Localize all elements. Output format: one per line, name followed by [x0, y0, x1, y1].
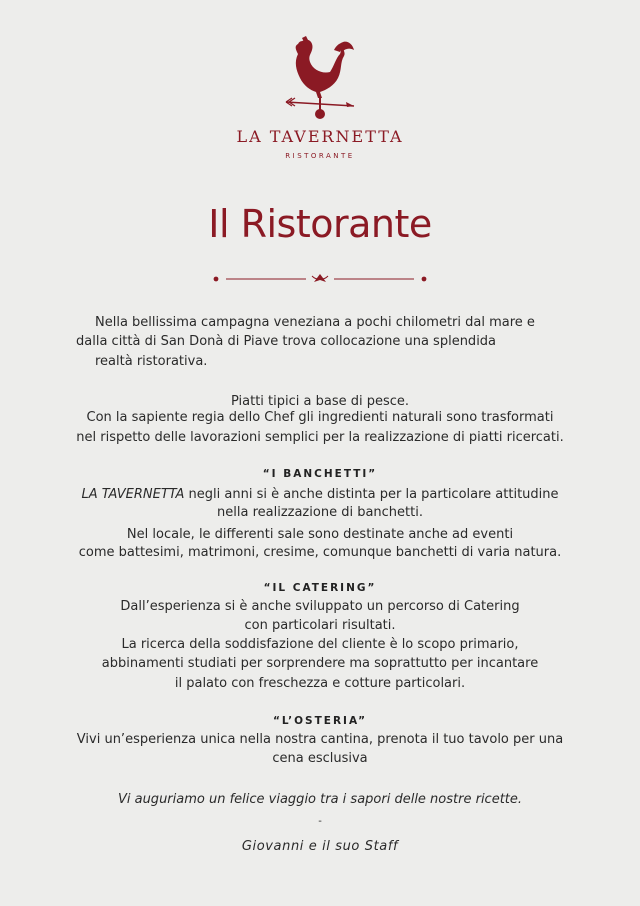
osteria-line-1: Vivi un’esperienza unica nella nostra cantina, prenota il tuo tavolo per una	[76, 732, 564, 747]
banchetti-line-3: Nel locale, le differenti sale sono destinate anche ad eventi	[126, 527, 514, 542]
catering-line-1: Dall’esperienza si è anche sviluppato un percorso di Catering	[120, 599, 520, 614]
closing-signature: Giovanni e il suo Staff	[241, 839, 399, 854]
closing-dash: -	[318, 816, 322, 827]
catering-heading: “IL CATERING”	[263, 582, 377, 594]
banchetti-line-1	[0, 485, 640, 504]
intro-line-1: Nella bellissima campagna veneziana a pochi chilometri dal mare e	[95, 315, 535, 330]
rooster-weathervane-icon	[280, 36, 360, 122]
restaurant-name-italic: LA TAVERNETTA	[81, 487, 185, 502]
catering-line-5: il palato con freschezza e cotture particolari.	[174, 676, 466, 691]
intro-line-2: dalla città di San Donà di Piave trova collocazione una splendida	[76, 334, 497, 349]
piatti-line-3: nel rispetto delle lavorazioni semplici per la realizzazione di piatti ricercati.	[76, 430, 564, 445]
banchetti-line-2: nella realizzazione di banchetti.	[217, 505, 423, 520]
catering-line-2: con particolari risultati.	[244, 618, 396, 633]
closing-wish: Vi auguriamo un felice viaggio tra i sapori delle nostre ricette.	[117, 792, 523, 807]
catering-line-4: abbinamenti studiati per sorprendere ma soprattutto per incantare	[101, 656, 539, 671]
banchetti-line-4: come battesimi, matrimoni, cresime, comunque banchetti di varia natura.	[78, 545, 562, 560]
brand-subtitle: RISTORANTE	[285, 152, 355, 160]
catering-line-3: La ricerca della soddisfazione del cliente è lo scopo primario,	[121, 637, 519, 652]
osteria-line-2: cena esclusiva	[272, 751, 368, 766]
banchetti-line-1-text: negli anni si è anche distinta per la particolare attitudine	[184, 487, 559, 502]
piatti-line-2: Con la sapiente regia dello Chef gli ingredienti naturali sono trasformati	[86, 410, 554, 425]
osteria-heading: “L’OSTERIA”	[272, 715, 368, 727]
intro-line-3: realtà ristorativa.	[95, 354, 208, 369]
piatti-line-1: Piatti tipici a base di pesce.	[230, 394, 410, 409]
brand-name: LA TAVERNETTA	[236, 127, 404, 146]
banchetti-heading: “I BANCHETTI”	[262, 468, 378, 480]
page-title: Il Ristorante	[208, 202, 432, 246]
ornament-divider-icon	[210, 270, 430, 288]
